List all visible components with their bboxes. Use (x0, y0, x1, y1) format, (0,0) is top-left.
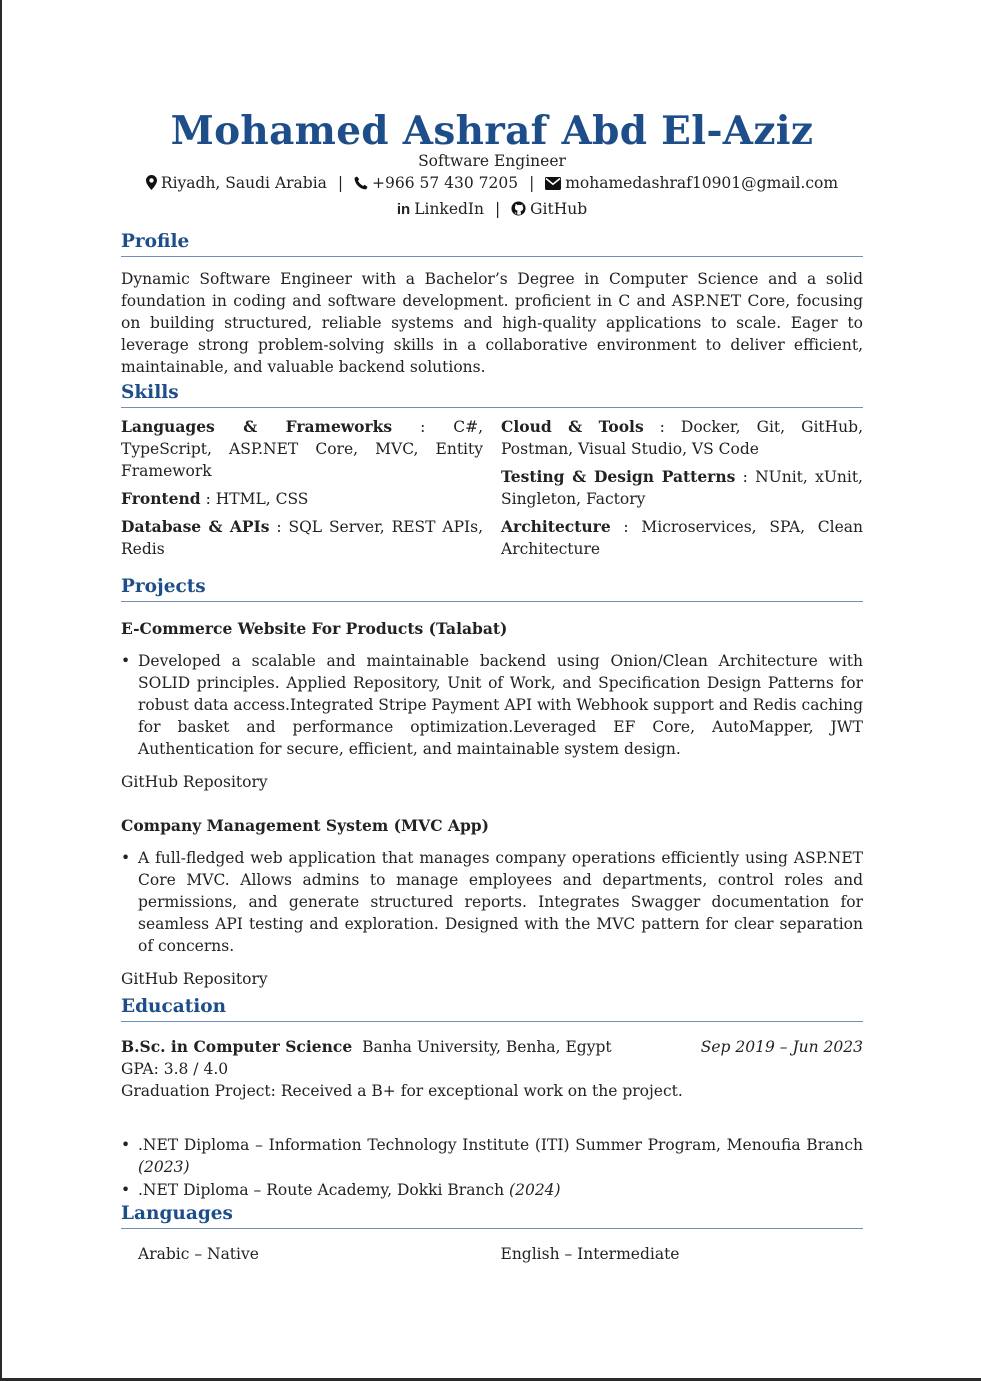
gpa: GPA: 3.8 / 4.0 (121, 1060, 229, 1078)
project-bullets (121, 847, 863, 957)
skill-value: Docker, Git, GitHub, Postman, Visual Studio, VS Code (501, 418, 863, 458)
linkedin-link[interactable]: LinkedIn (414, 200, 485, 218)
projects-heading: Projects (121, 576, 863, 602)
github-repository-link[interactable]: GitHub Repository (121, 970, 268, 988)
location-icon (146, 173, 157, 197)
skill-entry: Testing & Design Patterns : NUnit, xUnit, Singleton, Factory (501, 467, 863, 508)
email-icon (545, 173, 561, 197)
profile-section (121, 231, 863, 378)
diploma-year: (2023) (138, 1158, 190, 1176)
project-title: E-Commerce Website For Products (Talabat) (121, 619, 508, 638)
skills-heading: Skills (121, 382, 863, 408)
education-dates: Sep 2019 – Jun 2023 (700, 1038, 863, 1056)
project-entry (121, 618, 863, 793)
degree-line (121, 1036, 863, 1058)
job-title: Software Engineer (418, 152, 566, 170)
diploma-list (121, 1134, 863, 1201)
candidate-name: Mohamed Ashraf Abd El-Aziz (170, 108, 814, 154)
diploma-text: .NET Diploma – Route Academy, Dokki Branch (138, 1181, 505, 1199)
separator: | (337, 174, 344, 192)
university-name: Banha University, Benha, Egypt (362, 1038, 612, 1056)
separator: | (494, 200, 501, 218)
languages-heading: Languages (121, 1203, 863, 1229)
skill-entry: Database & APIs : SQL Server, REST APIs, Redis (121, 517, 484, 558)
skill-entry: Cloud & Tools : Docker, Git, GitHub, Postman, Visual Studio, VS Code (501, 417, 863, 458)
skill-value: HTML, CSS (215, 490, 309, 508)
languages-section (121, 1203, 863, 1265)
github-repository-link[interactable]: GitHub Repository (121, 773, 268, 791)
skill-entry: Architecture : Microservices, SPA, Clean Architecture (501, 517, 863, 558)
skill-label: Frontend (121, 489, 201, 508)
project-entry (121, 815, 863, 990)
skill-entry: Frontend : HTML, CSS (121, 489, 309, 508)
separator: | (529, 174, 535, 192)
phone-number[interactable]: +966 57 430 7205 (372, 174, 519, 192)
phone-icon (354, 173, 368, 197)
language-item: English – Intermediate (500, 1245, 680, 1263)
skill-entry: Languages & Frameworks : C#, TypeScript, ASP.NET Core, MVC, Entity Framework (121, 417, 484, 480)
skill-value: SQL Server, REST APIs, Redis (121, 518, 484, 558)
skill-value: Microservices, SPA, Clean Architecture (501, 518, 863, 558)
language-item: Arabic – Native (138, 1245, 259, 1263)
diploma-year: (2024) (509, 1181, 561, 1199)
location-text: Riyadh, Saudi Arabia (160, 174, 327, 192)
languages-row (121, 1243, 863, 1265)
contact-line (121, 171, 863, 197)
skill-label: Languages & Frameworks (121, 417, 393, 436)
projects-section (121, 576, 863, 990)
github-icon (511, 199, 526, 223)
project-bullets (121, 650, 863, 760)
resume-page (121, 100, 863, 1265)
skills-column-left (121, 416, 483, 566)
project-description: • A full-fledged web application that manages company operations efficiently using ASP.NET Core MVC. Allows admins to manage employees and departments, control roles and permissions, and generate structured reports. Integrates Swagger documentation for seamless API testing and exploration. Designed with the MVC pattern for clear separation of concerns. (138, 847, 863, 957)
profile-summary: Dynamic Software Engineer with a Bachelor’s Degree in Computer Science and a solid foundation in coding and software development. proficient in C and ASP.NET Core, focusing on building structured, reliable systems and high-quality applications to scale. Eager to leverage strong problem-solving skills in a collaborative environment to deliver efficient, maintainable, and valuable backend solutions. (121, 270, 863, 376)
skills-grid (121, 416, 863, 566)
diploma-text: .NET Diploma – Information Technology Institute (ITI) Summer Program, Menoufia Branch (138, 1136, 863, 1154)
project-title: Company Management System (MVC App) (121, 816, 489, 835)
diploma-item (138, 1179, 863, 1201)
skill-value: C#, TypeScript, ASP.NET Core, MVC, Entity Framework (121, 418, 484, 480)
diploma-item (138, 1134, 863, 1178)
linkedin-icon: in (396, 201, 411, 218)
education-heading: Education (121, 996, 863, 1022)
education-section (121, 996, 863, 1201)
graduation-project: Graduation Project: Received a B+ for exceptional work on the project. (121, 1082, 683, 1100)
page-frame-left (0, 0, 2, 1381)
degree-name: B.Sc. in Computer Science (121, 1037, 353, 1056)
skill-label: Architecture (501, 517, 611, 536)
skill-label: Testing & Design Patterns (501, 467, 736, 486)
skill-label: Database & APIs (121, 517, 270, 536)
project-description: • Developed a scalable and maintainable backend using Onion/Clean Architecture with SOLID principles. Applied Repository, Unit of Work, and Specification Design Patterns for robust data access.Integrated Stripe Payment API with Webhook support and Redis caching for basket and performance optimization.Leveraged EF Core, AutoMapper, JWT Authentication for secure, efficient, and maintainable system design. (138, 650, 863, 760)
github-link[interactable]: GitHub (530, 200, 588, 218)
resume-header (121, 105, 863, 223)
profile-heading: Profile (121, 231, 863, 257)
skills-section (121, 382, 863, 566)
skills-column-right (501, 416, 863, 566)
social-links (121, 197, 863, 223)
email-link[interactable]: mohamedashraf10901@gmail.com (565, 174, 839, 192)
skill-value: NUnit, xUnit, Singleton, Factory (501, 468, 863, 508)
skill-label: Cloud & Tools (501, 417, 644, 436)
